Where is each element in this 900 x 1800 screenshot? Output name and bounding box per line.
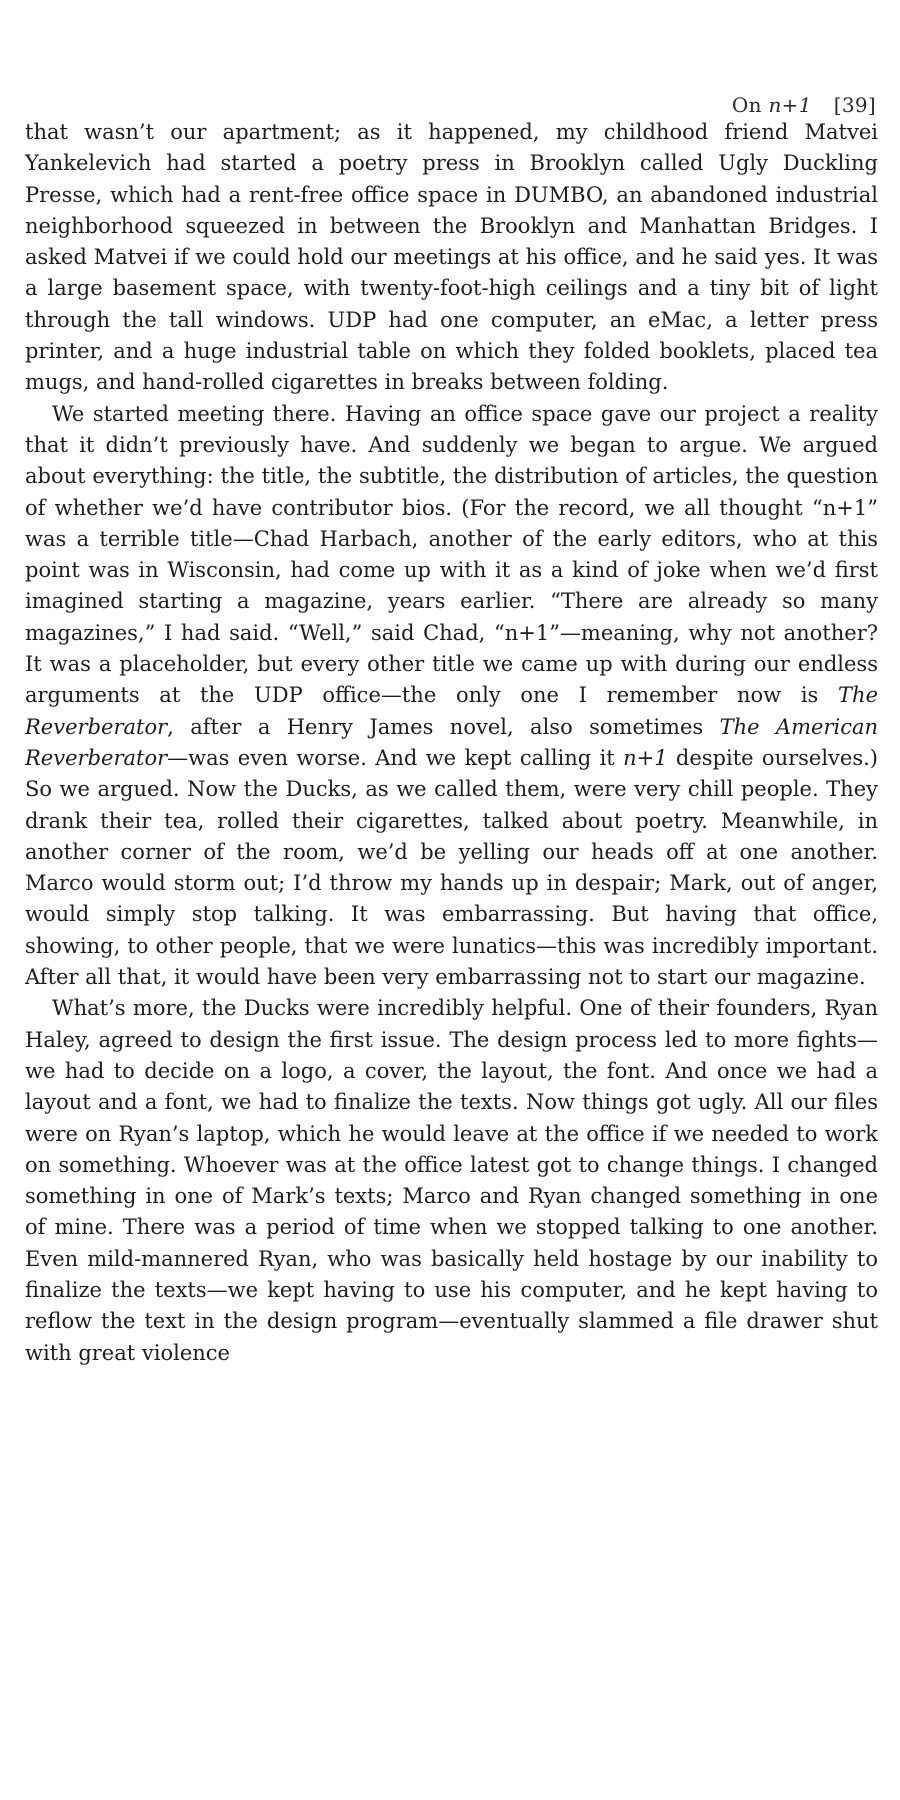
body-text bbox=[25, 117, 878, 1369]
running-head-title: n+1 bbox=[768, 93, 812, 117]
italic-title-the-reverberator: The Reverberator bbox=[25, 683, 878, 739]
running-head bbox=[732, 93, 876, 117]
text-run: —was even worse. And we kept calling it bbox=[167, 745, 624, 770]
text-run: What’s more, the Ducks were incredibly helpful. One of their founders, Ryan Haley, agreed to design the first issue. The design process led to more fights—we had to decide on a logo, a cover, the layout, the font. And once we had a layout and a font, we had to finalize the texts. Now things got ugly. All our files were on Ryan’s laptop, which he would leave at the office if we needed to work on something. Whoever was at the office latest got to change things. I changed something in one of Mark’s texts; Marco and Ryan changed something in one of mine. There was a period of time when we stopped talking to one another. Even mild-mannered Ryan, who was basically held hostage by our inability to finalize the texts—we kept having to use his computer, and he kept having to reflow the text in the design program—eventually slammed a file drawer shut with great violence bbox=[25, 996, 878, 1365]
paragraph-3 bbox=[25, 993, 878, 1369]
paragraph-2 bbox=[25, 399, 878, 994]
text-run: , after a Henry James novel, also sometimes bbox=[167, 714, 720, 739]
page-number: [39] bbox=[833, 93, 876, 117]
text-run: despite ourselves.) So we argued. Now the Ducks, as we called them, were very chill people. They drank their tea, rolled their cigarettes, talked about poetry. Meanwhile, in another corner of the room, we’d be yelling our heads off at one another. Marco would storm out; I’d throw my hands up in despair; Mark, out of anger, would simply stop talking. It was embarrassing. But having that office, showing, to other people, that we were lunatics—this was incredibly important. After all that, it would have been very embarrassing not to start our magazine. bbox=[25, 745, 878, 990]
text-run: that wasn’t our apartment; as it happened, my childhood friend Matvei Yankelevich had started a poetry press in Brooklyn called Ugly Duckling Presse, which had a rent-free office space in DUMBO, an abandoned industrial neighborhood squeezed in between the Brooklyn and Manhattan Bridges. I asked Matvei if we could hold our meetings at his office, and he said yes. It was a large basement space, with twenty-foot-high ceilings and a tiny bit of light through the tall windows. UDP had one computer, an eMac, a letter press printer, and a huge industrial table on which they folded booklets, placed tea mugs, and hand-rolled cigarettes in breaks between folding. bbox=[25, 120, 878, 395]
italic-title-the-american-reverberator: The American Reverberator bbox=[25, 714, 878, 770]
italic-title-n-plus-1: n+1 bbox=[623, 745, 668, 770]
text-run: We started meeting there. Having an office space gave our project a reality that it didn’t previously have. And suddenly we began to argue. We argued about everything: the title, the subtitle, the distribution of articles, the question of whether we’d have contributor bios. (For the record, we all thought “n+1” was a terrible title—Chad Harbach, another of the early editors, who at this point was in Wisconsin, had come up with it as a kind of joke when we’d first imagined starting a magazine, years earlier. “There are already so many magazines,” I had said. “Well,” said Chad, “n+1”—meaning, why not another? It was a placeholder, but every other title we came up with during our endless arguments at the UDP office—the only one I remember now is bbox=[25, 401, 878, 708]
running-head-prefix: On bbox=[731, 93, 769, 117]
paragraph-1 bbox=[25, 117, 878, 399]
